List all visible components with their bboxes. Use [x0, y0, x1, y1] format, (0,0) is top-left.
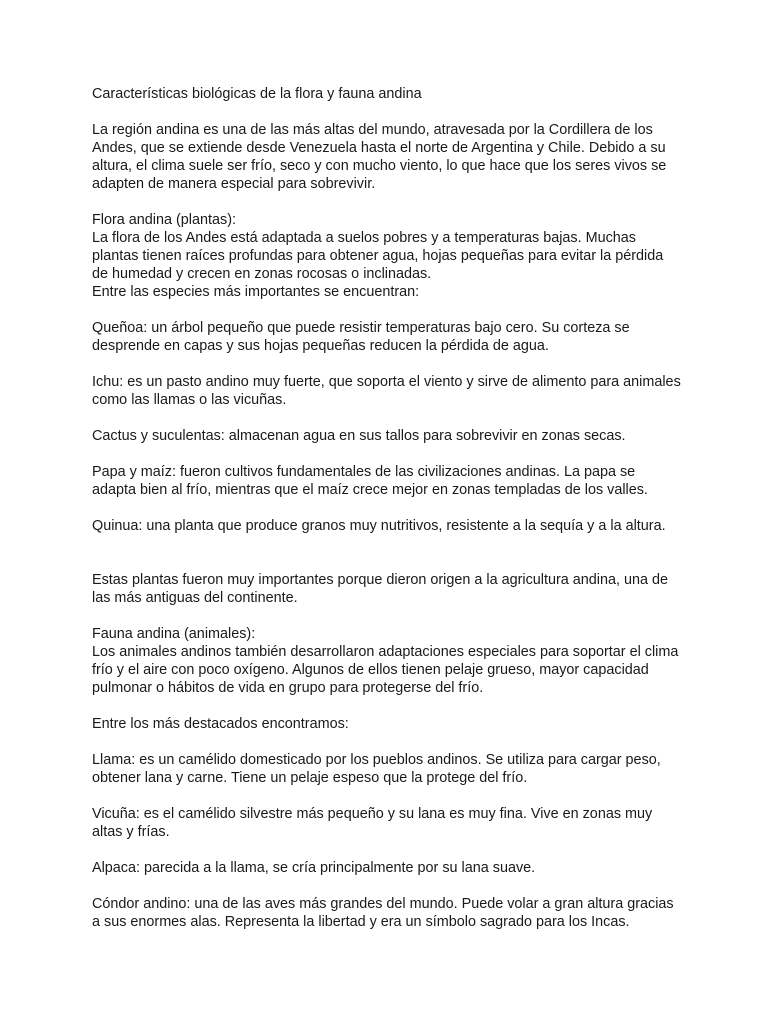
ichu-paragraph	[92, 373, 692, 409]
text-line: de humedad y crecen en zonas rocosas o inclinadas.	[92, 266, 432, 282]
fauna-list-intro: Entre los más destacados encontramos:	[92, 716, 349, 732]
vicuna-paragraph	[92, 805, 692, 841]
text-line: obtener lana y carne. Tiene un pelaje espeso que la protege del frío.	[92, 770, 528, 786]
text-line: altas y frías.	[92, 824, 170, 840]
quinua-paragraph	[92, 517, 692, 535]
text-line: Cóndor andino: una de las aves más grandes del mundo. Puede volar a gran altura gracias	[92, 896, 674, 912]
text-line: frío y el aire con poco oxígeno. Algunos de ellos tienen pelaje grueso, mayor capacidad	[92, 662, 649, 678]
text-line: altura, el clima suele ser frío, seco y con mucho viento, lo que hace que los seres vivos se	[92, 158, 667, 174]
alpaca-paragraph	[92, 859, 692, 877]
fauna-heading: Fauna andina (animales):	[92, 626, 256, 642]
document-body	[92, 85, 692, 931]
text-line: La región andina es una de las más altas del mundo, atravesada por la Cordillera de los	[92, 122, 653, 138]
text-line: Quinua: una planta que produce granos muy nutritivos, resistente a la sequía y a la altura.	[92, 518, 666, 534]
text-line: Estas plantas fueron muy importantes porque dieron origen a la agricultura andina, una de	[92, 572, 668, 588]
text-line: Los animales andinos también desarrollaron adaptaciones especiales para soportar el clima	[92, 644, 679, 660]
text-line: pulmonar o hábitos de vida en grupo para protegerse del frío.	[92, 680, 484, 696]
text-line: Cactus y suculentas: almacenan agua en sus tallos para sobrevivir en zonas secas.	[92, 428, 626, 444]
text-line: Ichu: es un pasto andino muy fuerte, que soporta el viento y sirve de alimento para animales	[92, 374, 681, 390]
text-line: Queñoa: un árbol pequeño que puede resistir temperaturas bajo cero. Su corteza se	[92, 320, 630, 336]
text-line: plantas tienen raíces profundas para obtener agua, hojas pequeñas para evitar la pérdida	[92, 248, 664, 264]
text-line: adapten de manera especial para sobrevivir.	[92, 176, 376, 192]
document-title: Características biológicas de la flora y fauna andina	[92, 86, 422, 102]
flora-intro-paragraph	[92, 229, 692, 301]
flora-heading: Flora andina (plantas):	[92, 212, 236, 228]
cactus-paragraph	[92, 427, 692, 445]
text-line: a sus enormes alas. Representa la libertad y era un símbolo sagrado para los Incas.	[92, 914, 630, 930]
papa-paragraph	[92, 463, 692, 499]
fauna-intro-paragraph	[92, 643, 692, 697]
text-line: La flora de los Andes está adaptada a suelos pobres y a temperaturas bajas. Muchas	[92, 230, 636, 246]
text-line: Andes, que se extiende desde Venezuela hasta el norte de Argentina y Chile. Debido a su	[92, 140, 666, 156]
intro-paragraph	[92, 121, 692, 193]
text-line: adapta bien al frío, mientras que el maíz crece mejor en zonas templadas de los valles.	[92, 482, 648, 498]
condor-paragraph	[92, 895, 692, 931]
text-line: Alpaca: parecida a la llama, se cría principalmente por su lana suave.	[92, 860, 536, 876]
text-line: Vicuña: es el camélido silvestre más pequeño y su lana es muy fina. Vive en zonas muy	[92, 806, 653, 822]
text-line: las más antiguas del continente.	[92, 590, 298, 606]
flora-conclusion-paragraph	[92, 571, 692, 607]
quenoa-paragraph	[92, 319, 692, 355]
text-line: Papa y maíz: fueron cultivos fundamentales de las civilizaciones andinas. La papa se	[92, 464, 636, 480]
text-line: desprende en capas y sus hojas pequeñas reducen la pérdida de agua.	[92, 338, 549, 354]
llama-paragraph	[92, 751, 692, 787]
text-line: Entre las especies más importantes se encuentran:	[92, 284, 420, 300]
text-line: Llama: es un camélido domesticado por los pueblos andinos. Se utiliza para cargar peso,	[92, 752, 661, 768]
text-line: como las llamas o las vicuñas.	[92, 392, 287, 408]
